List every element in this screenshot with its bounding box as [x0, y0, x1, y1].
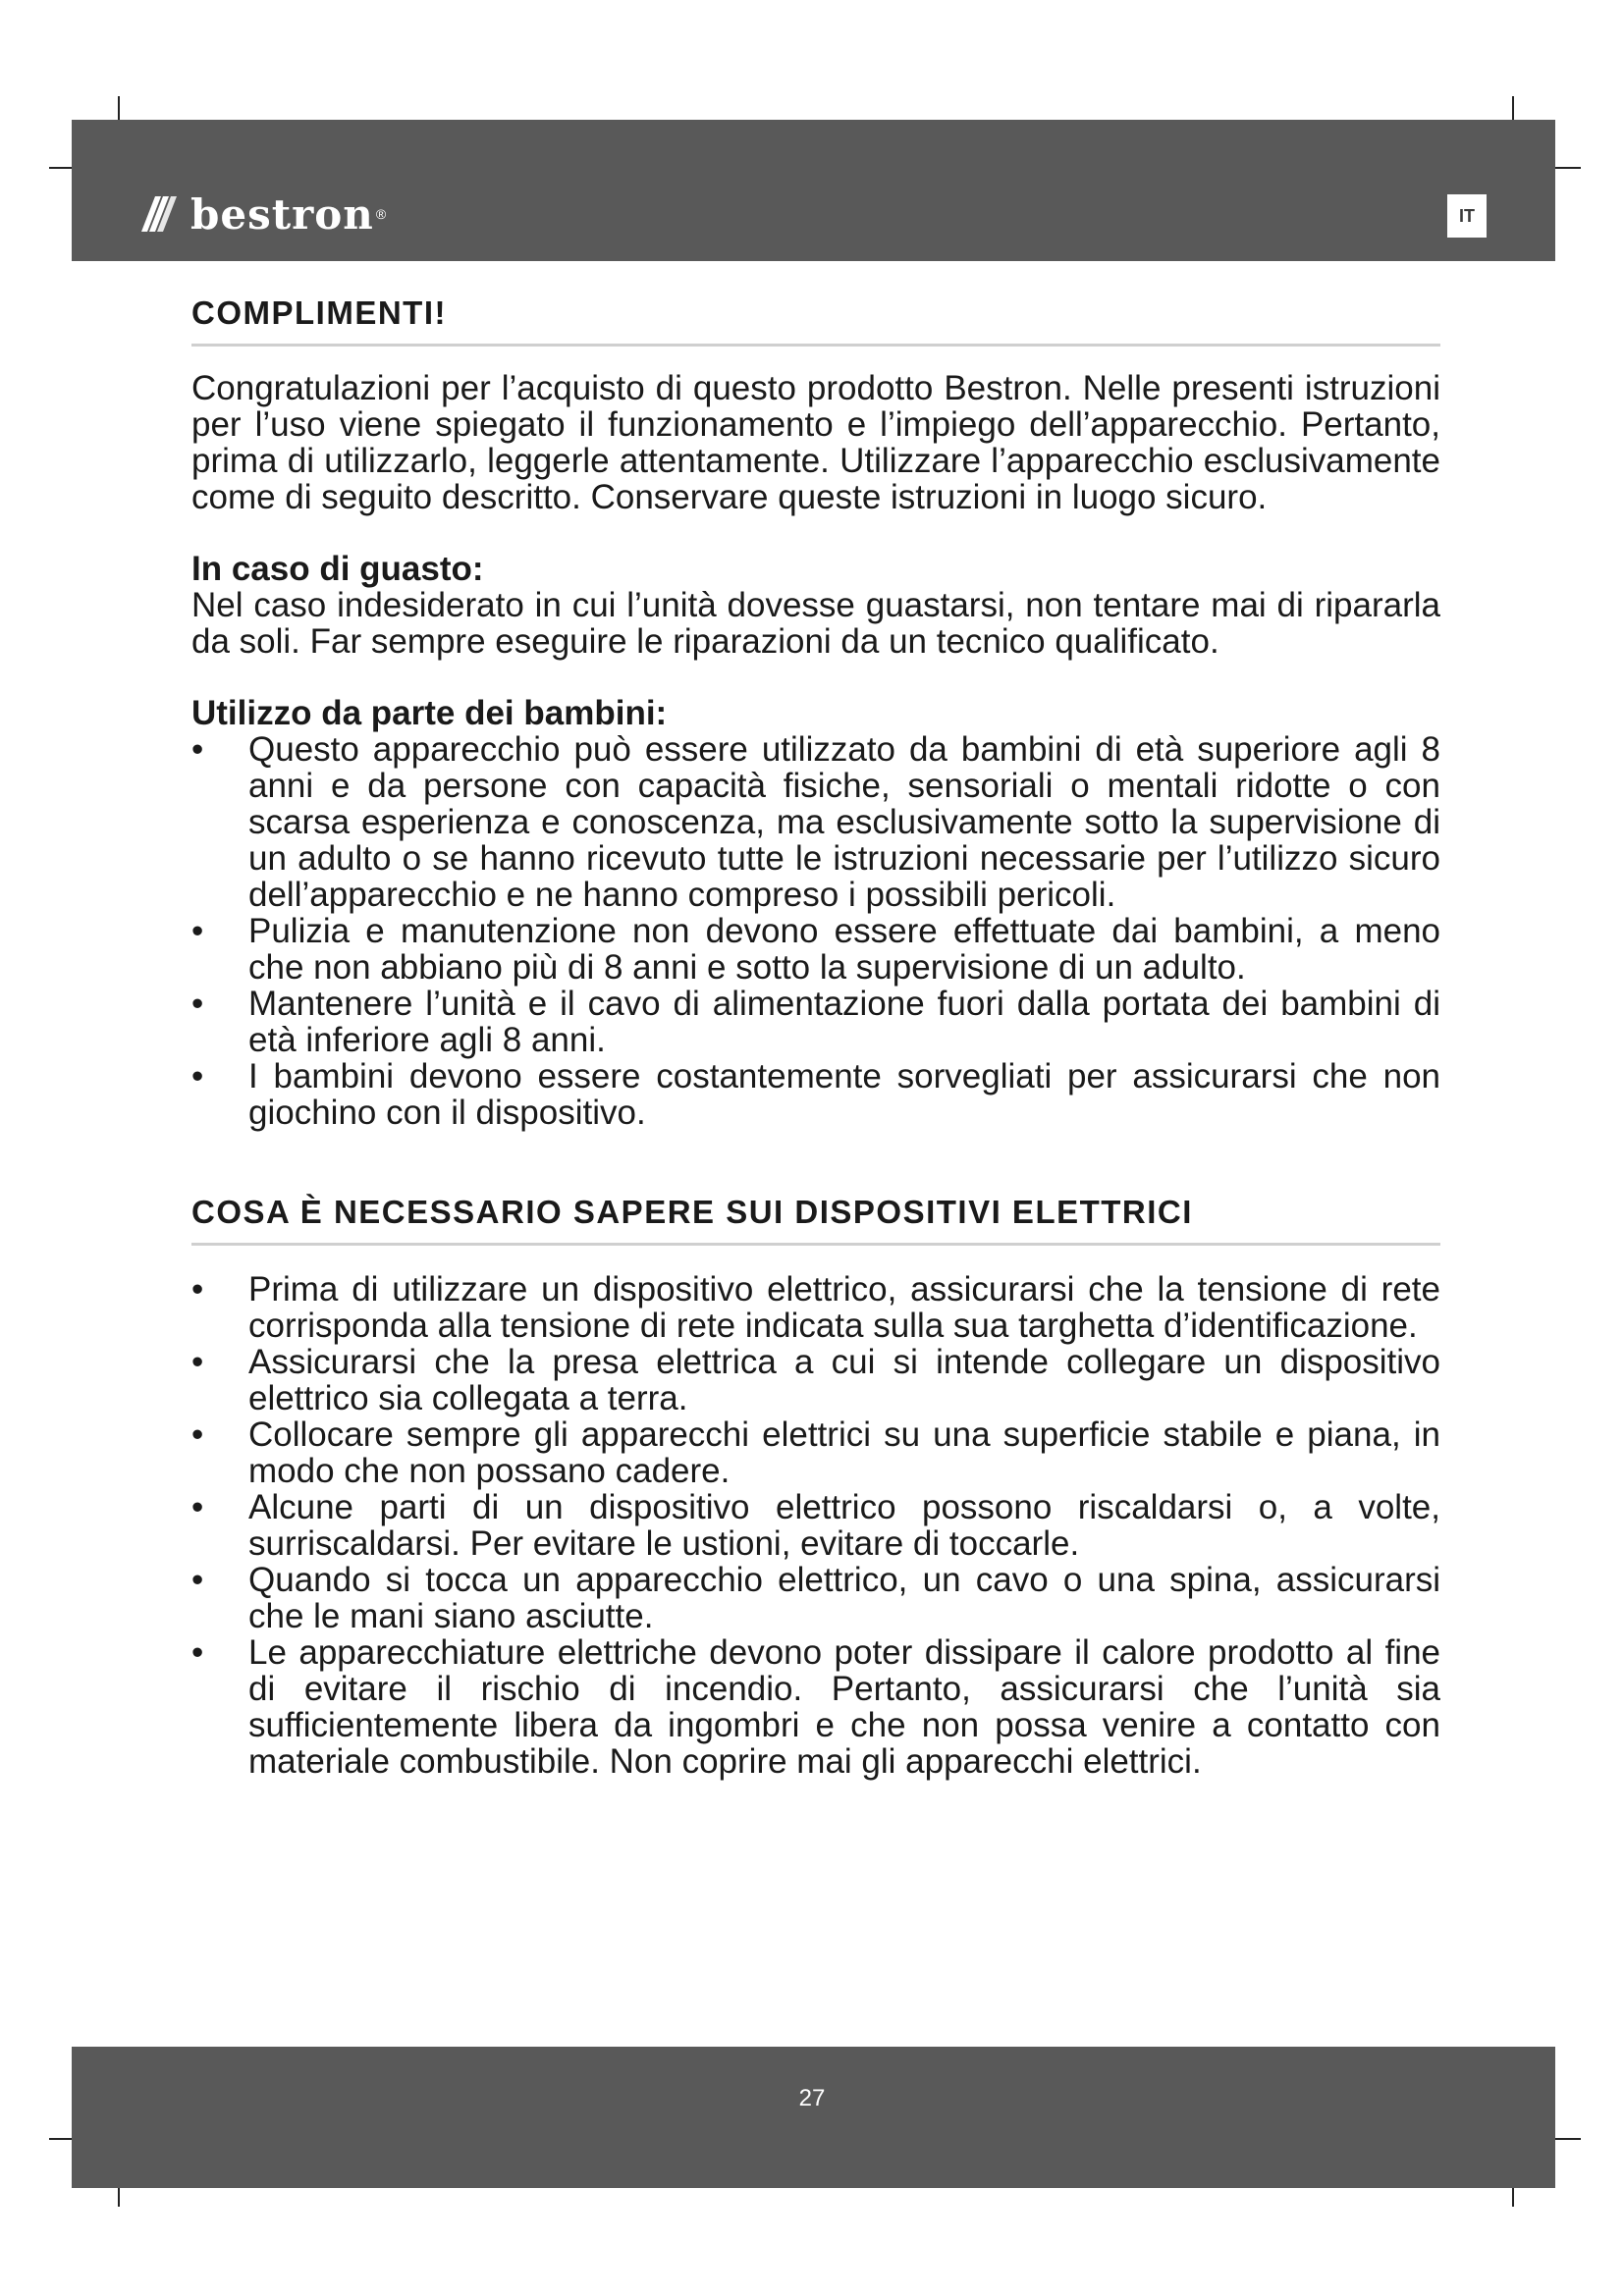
electrical-list: [191, 1271, 1440, 1780]
list-item: • Prima di utilizzare un dispositivo elettrico, assicurarsi che la tensione di rete corrisponda alla tensione di rete indicata sulla sua targhetta d’identificazione.: [191, 1271, 1440, 1344]
section-compliments: [191, 294, 1440, 1131]
section-title: COMPLIMENTI!: [191, 294, 1440, 347]
list-item: • Alcune parti di un dispositivo elettrico possono riscaldarsi o, a volte, surriscaldarsi. Per evitare le ustioni, evitare di toccarle.: [191, 1489, 1440, 1562]
section-title: COSA È NECESSARIO SAPERE SUI DISPOSITIVI ELETTRICI: [191, 1194, 1440, 1246]
chevron-logo-icon: [139, 194, 181, 234]
list-item: • Pulizia e manutenzione non devono essere effettuate dai bambini, a meno che non abbiano più di 8 anni e sotto la supervisione di un adulto.: [191, 913, 1440, 986]
brand-name: bestron: [190, 189, 374, 239]
page-content: [191, 294, 1440, 1780]
registered-mark: ®: [375, 206, 387, 222]
page-number: 27: [798, 2085, 826, 2111]
language-badge: IT: [1447, 194, 1487, 238]
children-list: [191, 731, 1440, 1131]
list-item: • Le apparecchiature elettriche devono poter dissipare il calore prodotto al fine di evitare il rischio di incendio. Pertanto, assicurarsi che l’unità sia sufficientemente libera da ingombri e che non possa venire a contatto con materiale combustibile. Non coprire mai gli apparecchi elettrici.: [191, 1634, 1440, 1780]
children-heading: Utilizzo da parte dei bambini:: [191, 694, 668, 732]
fault-heading: In caso di guasto:: [191, 550, 484, 588]
list-item: • Quando si tocca un apparecchio elettrico, un cavo o una spina, assicurarsi che le mani siano asciutte.: [191, 1562, 1440, 1634]
brand-logo: [139, 187, 386, 241]
section-electrical-devices: [191, 1194, 1440, 1780]
list-item: • Questo apparecchio può essere utilizzato da bambini di età superiore agli 8 anni e da persone con capacità fisiche, sensoriali o mentali ridotte o con scarsa esperienza e conoscenza, ma esclusivamente sotto la supervisione di un adulto o se hanno ricevuto tutte le istruzioni necessarie per l’utilizzo sicuro dell’apparecchio e ne hanno compreso i possibili pericoli.: [191, 731, 1440, 913]
list-item: • Assicurarsi che la presa elettrica a cui si intende collegare un dispositivo elettrico sia collegata a terra.: [191, 1344, 1440, 1416]
intro-paragraph: Congratulazioni per l’acquisto di questo prodotto Bestron. Nelle presenti istruzioni per l’uso viene spiegato il funzionamento e l’impiego dell’apparecchio. Pertanto, prima di utilizzarlo, leggerle attentamente. Utilizzare l’apparecchio esclusivamente come di seguito descritto. Conservare queste istruzioni in luogo sicuro.: [191, 369, 1440, 516]
list-item: • Collocare sempre gli apparecchi elettrici su una superficie stabile e piana, in modo che non possano cadere.: [191, 1416, 1440, 1489]
list-item: • Mantenere l’unità e il cavo di alimentazione fuori dalla portata dei bambini di età inferiore agli 8 anni.: [191, 986, 1440, 1058]
fault-paragraph: Nel caso indesiderato in cui l’unità dovesse guastarsi, non tentare mai di ripararla da soli. Far sempre eseguire le riparazioni da un tecnico qualificato.: [191, 586, 1440, 661]
footer-band: [72, 2047, 1555, 2188]
list-item: • I bambini devono essere costantemente sorvegliati per assicurarsi che non giochino con il dispositivo.: [191, 1058, 1440, 1131]
